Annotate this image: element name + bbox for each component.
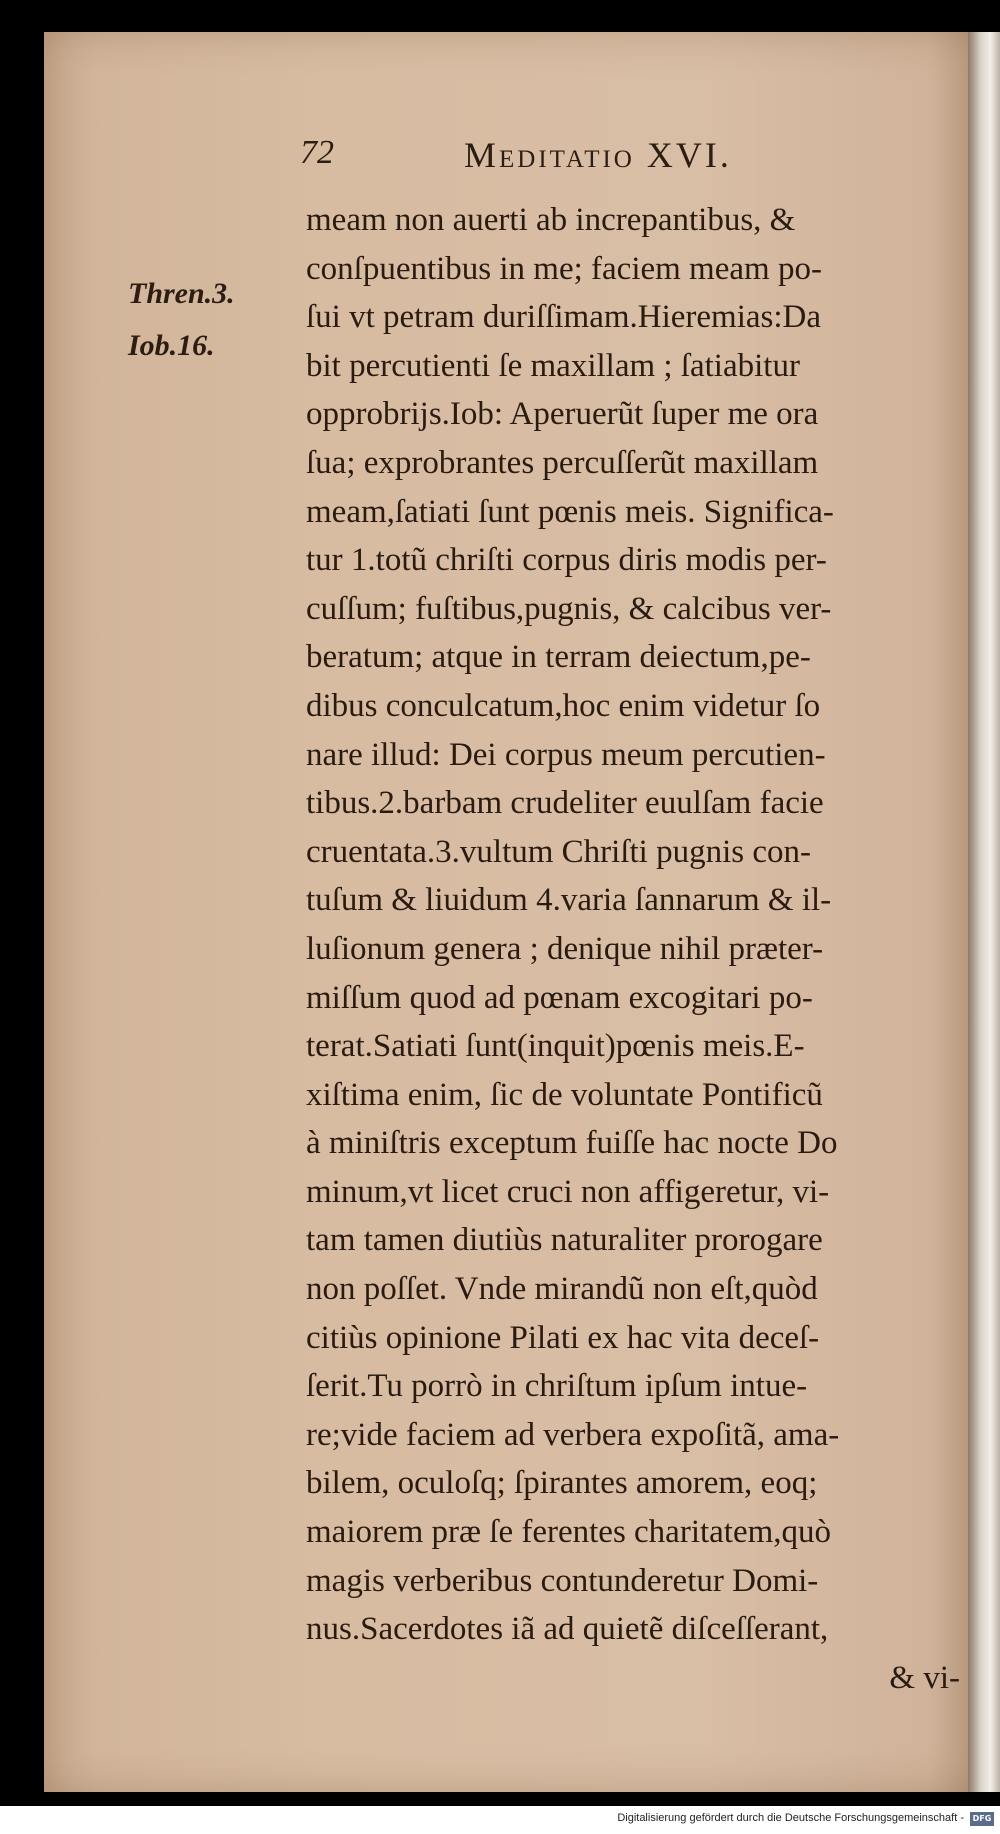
text-line: luſionum genera ; denique nihil præter- xyxy=(306,930,824,967)
text-line: meam,ſatiati ſunt pœnis meis. Significa- xyxy=(306,493,834,530)
text-line: opprobrijs.Iob: Aperuerũt ſuper me ora xyxy=(306,396,819,433)
text-line: xiſtima enim, ſic de voluntate Pontificũ xyxy=(306,1076,823,1113)
page-number: 72 xyxy=(300,134,334,171)
margin-notes xyxy=(128,268,278,372)
margin-note: Thren.3. xyxy=(128,277,235,310)
text-line: ſerit.Tu porrò in chriſtum ipſum intue- xyxy=(306,1368,808,1405)
text-line: cuſſum; fuſtibus,pugnis, & calcibus ver- xyxy=(306,590,832,627)
margin-note: Iob.16. xyxy=(128,329,215,362)
text-line: terat.Satiati ſunt(inquit)pœnis meis.E- xyxy=(306,1028,805,1065)
text-line: bit percutienti ſe maxillam ; ſatiabitur xyxy=(306,347,800,384)
text-line: bilem, oculoſq; ſpirantes amorem, eoq; xyxy=(306,1465,818,1502)
text-line: beratum; atque in terram deiectum,pe- xyxy=(306,639,811,676)
text-line: minum,vt licet cruci non affigeretur, vi- xyxy=(306,1173,830,1210)
text-line: maiorem præ ſe ferentes charitatem,quò xyxy=(306,1514,832,1551)
text-line: miſſum quod ad pœnam excogitari po- xyxy=(306,979,813,1016)
text-line: re;vide faciem ad verbera expoſitã, ama- xyxy=(306,1416,840,1453)
text-line: tur 1.totũ chriſti corpus diris modis per- xyxy=(306,542,827,579)
text-line: conſpuentibus in me; faciem meam po- xyxy=(306,250,822,287)
text-line: non poſſet. Vnde mirandũ non eſt,quòd xyxy=(306,1271,818,1308)
text-line: ſua; exprobrantes percuſſerũt maxillam xyxy=(306,444,819,481)
digitization-footer xyxy=(0,1806,1000,1834)
dfg-logo-icon: DFG xyxy=(970,1812,994,1826)
text-line: magis verberibus contunderetur Domi- xyxy=(306,1562,819,1599)
text-line: nare illud: Dei corpus meum percutien- xyxy=(306,736,826,773)
main-text xyxy=(306,196,974,1702)
running-header xyxy=(300,134,920,184)
text-line: nus.Sacerdotes iã ad quietẽ diſceſſerant, xyxy=(306,1611,829,1648)
text-line: tibus.2.barbam crudeliter euulſam facie xyxy=(306,785,824,822)
running-title: Meditatio XVI. xyxy=(464,135,732,175)
text-line: citiùs opinione Pilati ex hac vita deceſ- xyxy=(306,1319,820,1356)
text-line: dibus conculcatum,hoc enim videtur ſo xyxy=(306,687,821,724)
text-line: cruentata.3.vultum Chriſti pugnis con- xyxy=(306,833,811,870)
catchword: & vi- xyxy=(889,1659,960,1696)
funding-credit: Digitalisierung gefördert durch die Deutsche Forschungsgemeinschaft - xyxy=(617,1812,964,1824)
text-line: à miniſtris exceptum fuiſſe hac nocte Do xyxy=(306,1125,838,1162)
text-line: meam non auerti ab increpantibus, & xyxy=(306,202,796,238)
text-line: tuſum & liuidum 4.varia ſannarum & il- xyxy=(306,882,832,919)
text-line: tam tamen diutiùs naturaliter prorogare xyxy=(306,1222,823,1259)
text-line: ſui vt petram duriſſimam.Hieremias:Da xyxy=(306,299,822,336)
